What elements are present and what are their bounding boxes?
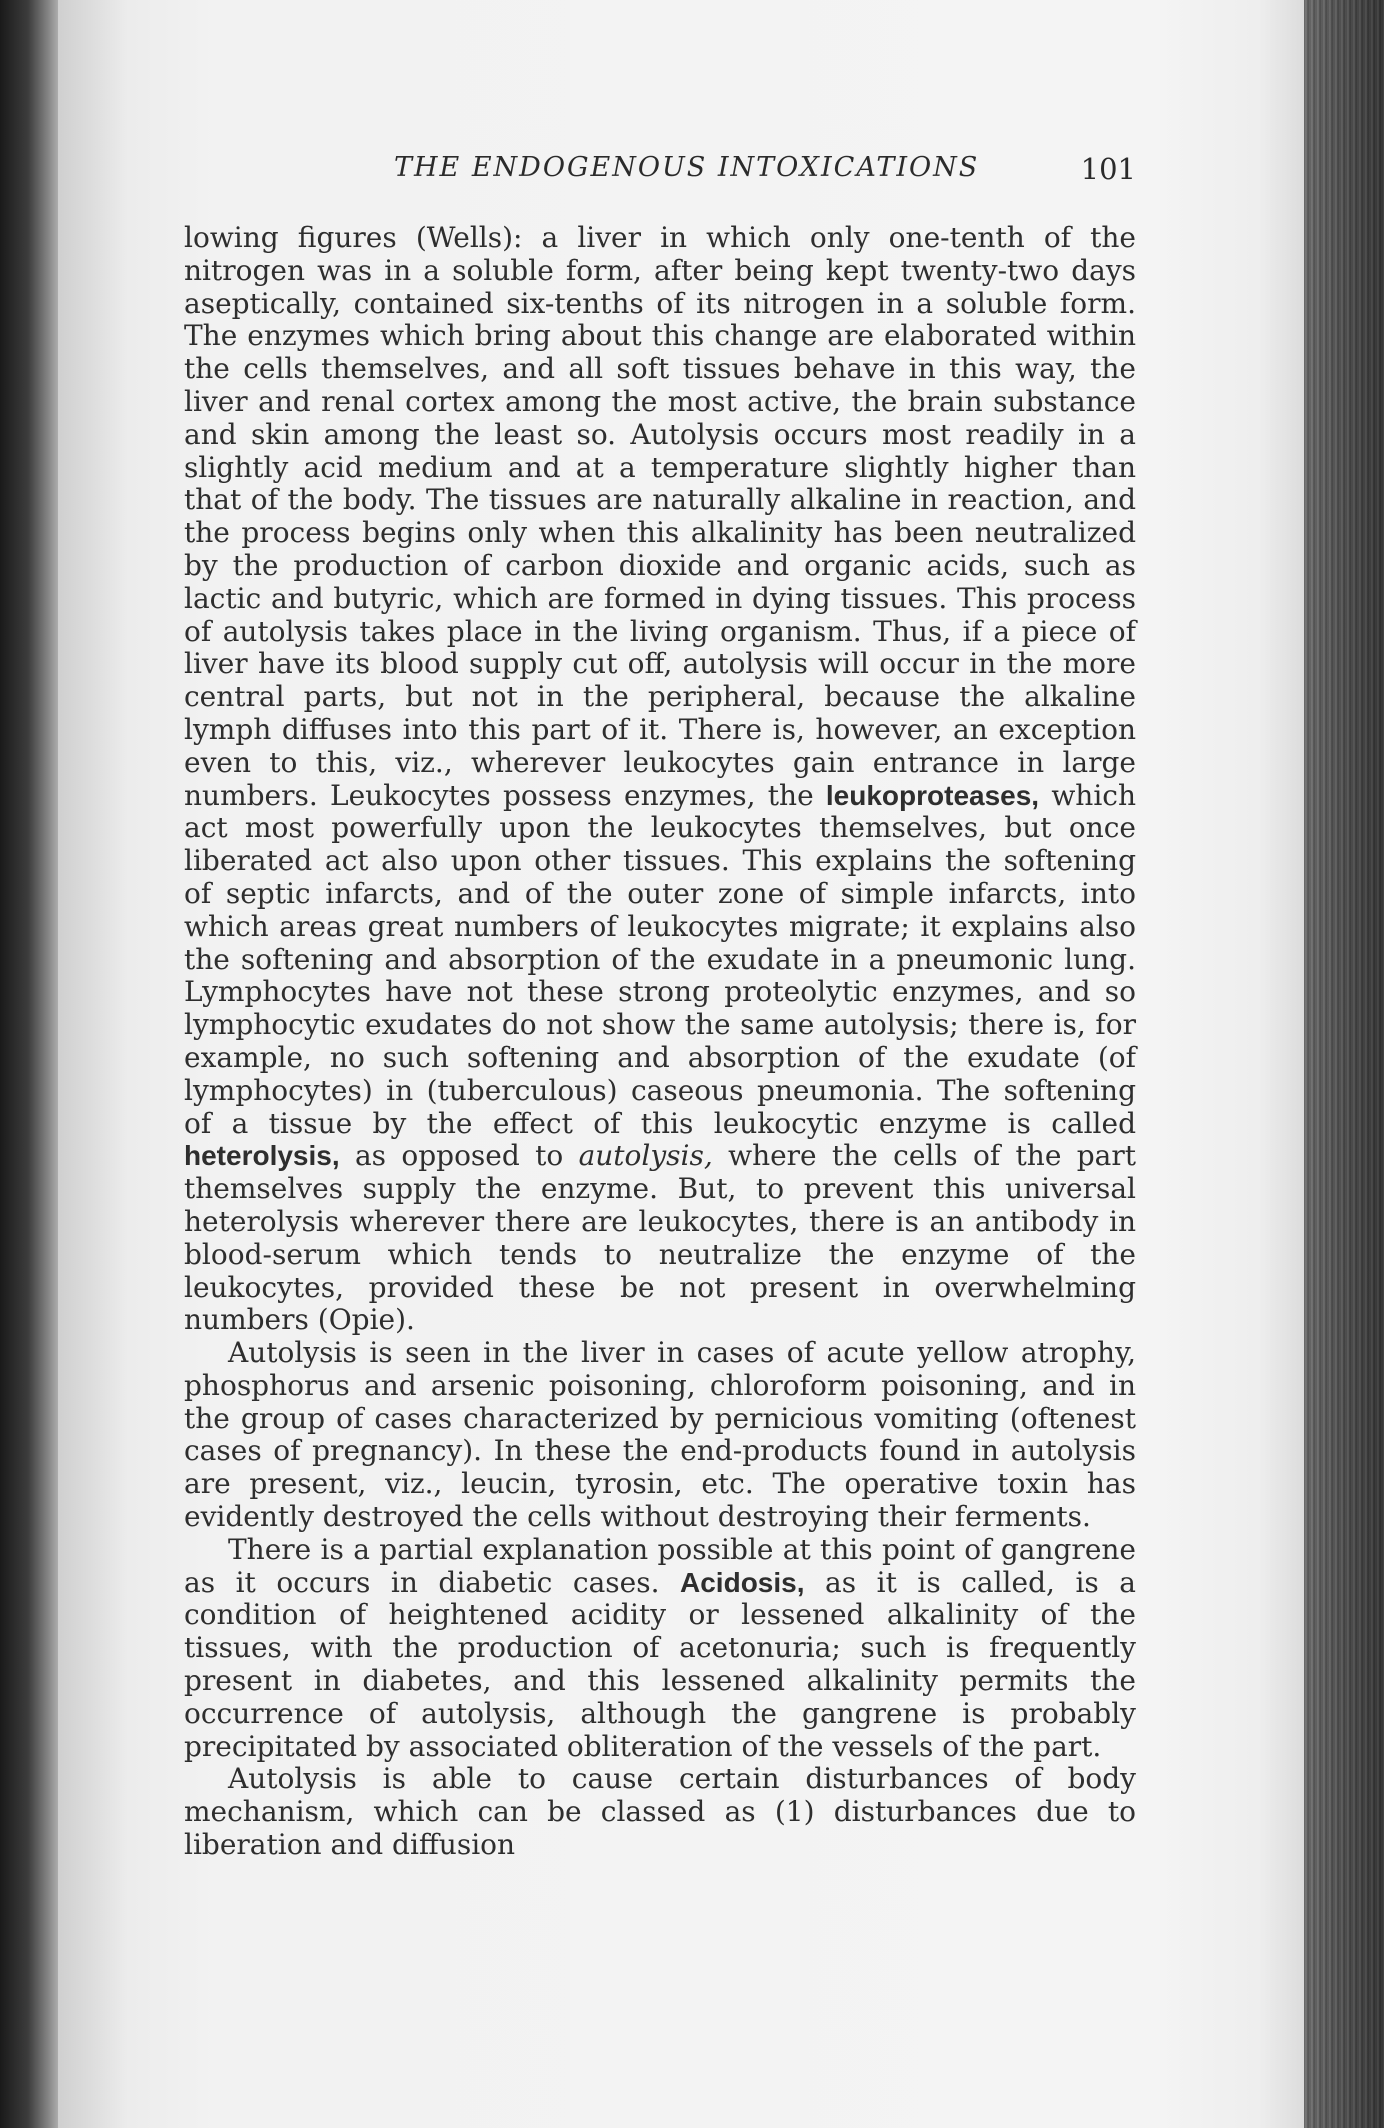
body-text (184, 222, 1136, 1862)
paragraph-text: as opposed to (339, 1139, 579, 1173)
paragraph-text: There is a partial explanation possible at this point of gangrene as it occurs in diabetic cases. (184, 1532, 1136, 1599)
bold-term: Acidosis, (680, 1566, 805, 1598)
paragraph-text: lowing figures (Wells): a liver in which only one-tenth of the nitrogen was in a soluble form, after being kept twenty-two days aseptically, contained six-tenths of its nitrogen in a soluble form. The enzymes which bring about this change are elaborated within the cells themselves, and all soft tissues behave in this way, the liver and renal cortex among the most active, the brain substance and skin among the least so. Autolysis occurs most readily in a slightly acid medium and at a temperature slightly higher than that of the body. The tissues are naturally alkaline in reaction, and the process begins only when this alkalinity has been neutralized by the production of carbon dioxide and organic acids, such as lactic and butyric, which are formed in dying tissues. This process of autolysis takes place in the living organism. Thus, if a piece of liver have its blood supply cut off, autolysis will occur in the more central parts, but not in the peripheral, because the alkaline lymph diffuses into this part of it. There is, however, an exception even to this, viz., wherever leukocytes gain entrance in large numbers. Leukocytes possess enzymes, the (184, 221, 1136, 812)
paragraph-text: where the cells of the part themselves supply the enzyme. But, to prevent this universal heterolysis wherever there are leukocytes, there is an antibody in blood-serum which tends to neutralize the enzyme of the leukocytes, provided these be not present in overwhelming numbers (Opie). (184, 1139, 1136, 1337)
italic-term: autolysis, (578, 1139, 713, 1173)
paragraph: Autolysis is seen in the liver in cases of acute yellow atrophy, phosphorus and arsenic poisoning, chloroform poisoning, and in the group of cases characterized by pernicious vomiting (oftenest cases of pregnancy). In these the end-products found in autolysis are present, viz., leucin, tyrosin, etc. The operative toxin has evidently destroyed the cells without destroying their ferments. (184, 1336, 1136, 1534)
paragraph: Autolysis is able to cause certain disturbances of body mechanism, which can be classed as (1) disturbances due to liberation and diffusion (184, 1762, 1136, 1862)
page-number: 101 (1080, 152, 1136, 186)
page-header (186, 152, 1136, 192)
page-edges (1304, 0, 1384, 2128)
book-spine-shadow (0, 0, 62, 2128)
paragraph-text: as it is called, is a condition of heightened acidity or lessened alkalinity of the tissues, with the production of acetonuria; such is frequently present in diabetes, and this lessened alkalinity permits the occurrence of autolysis, although the gangrene is probably precipitated by associated obliteration of the vessels of the part. (184, 1565, 1136, 1763)
running-title: THE ENDOGENOUS INTOXICATIONS (394, 152, 980, 183)
paragraph-text: which act most powerfully upon the leukocytes themselves, but once liberated act also upon other tissues. This explains the softening of septic infarcts, and of the outer zone of simple infarcts, into which areas great numbers of leukocytes migrate; it explains also the softening and absorption of the exudate in a pneumonic lung. Lymphocytes have not these strong proteolytic enzymes, and so lymphocytic exudates do not show the same autolysis; there is, for example, no such softening and absorption of the exudate (of lymphocytes) in (tuberculous) caseous pneumonia. The softening of a tissue by the effect of this leukocytic enzyme is called (184, 778, 1136, 1140)
bold-term: leukoproteases, (825, 779, 1040, 811)
bold-term: heterolysis, (184, 1140, 340, 1172)
paragraph (184, 222, 1136, 1337)
paragraph (184, 1534, 1136, 1764)
